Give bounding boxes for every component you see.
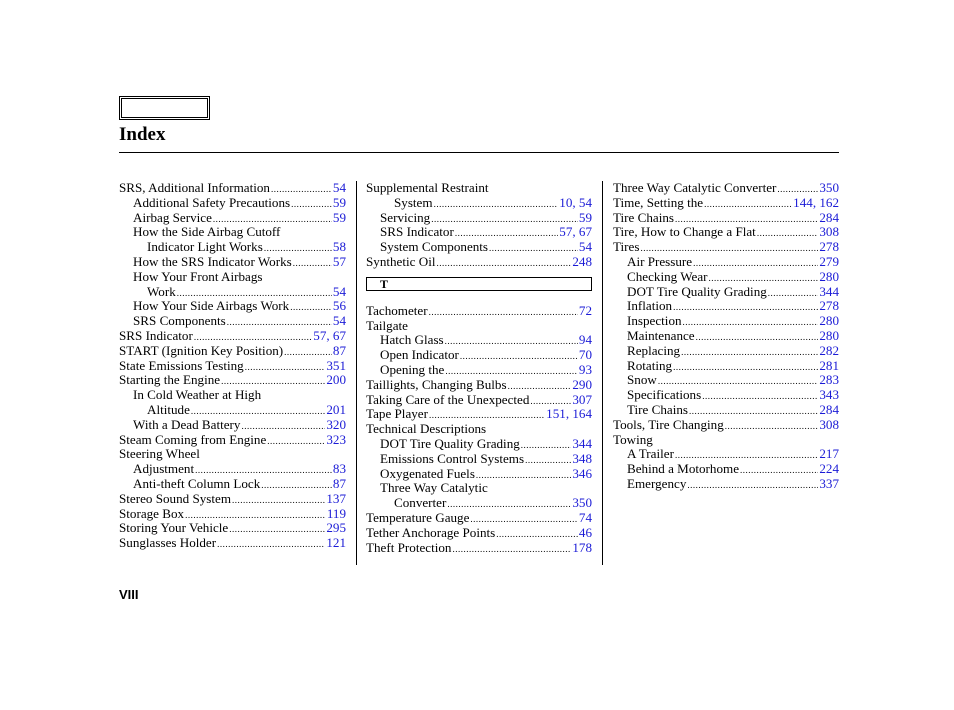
index-entry[interactable] (613, 344, 839, 359)
index-entry[interactable] (613, 329, 839, 344)
header-divider (119, 152, 839, 153)
index-entry[interactable] (119, 285, 346, 300)
index-entry[interactable] (613, 314, 839, 329)
dot-leader (445, 334, 578, 349)
index-entry[interactable] (119, 492, 346, 507)
index-entry[interactable] (366, 255, 592, 270)
dot-leader (768, 286, 819, 301)
index-entry[interactable] (366, 496, 592, 511)
index-entry[interactable] (366, 348, 592, 363)
index-entry[interactable] (613, 255, 839, 270)
index-entry[interactable] (366, 196, 592, 211)
index-entry[interactable] (366, 378, 592, 393)
index-entry[interactable] (366, 437, 592, 452)
dot-leader (525, 453, 571, 468)
index-entry[interactable] (366, 240, 592, 255)
index-entry[interactable] (366, 225, 592, 240)
index-entry-label: How the Side Airbag Cutoff (133, 224, 281, 240)
index-entry[interactable] (366, 452, 592, 467)
page-reference-link[interactable]: 94 (578, 332, 592, 348)
dot-leader (673, 360, 818, 375)
index-entry-label: Work (147, 283, 176, 299)
index-entry-label: DOT Tire Quality Grading (380, 435, 520, 451)
index-entry-label: Synthetic Oil (366, 253, 436, 269)
dot-leader (496, 527, 578, 542)
page-number: VIII (119, 587, 139, 602)
page-reference-link[interactable]: 151, 164 (546, 406, 592, 422)
index-entry-label: Tachometer (366, 302, 428, 318)
page-reference-link[interactable]: 83 (332, 461, 346, 477)
dot-leader (293, 256, 332, 271)
index-entry-label: Stereo Sound System (119, 490, 232, 506)
index-entry[interactable] (613, 240, 839, 255)
page-reference-link[interactable]: 351 (326, 357, 346, 373)
dot-leader (476, 468, 571, 483)
index-entry[interactable] (119, 255, 346, 270)
index-entry-label: A Trailer (627, 446, 674, 462)
page-reference-link[interactable]: 54 (332, 313, 346, 329)
page-reference-link[interactable]: 10, 54 (559, 194, 592, 210)
index-entry-label: Anti-theft Column Lock (133, 475, 261, 491)
index-entry[interactable] (366, 541, 592, 556)
index-entry[interactable] (366, 393, 592, 408)
index-entry-label: State Emissions Testing (119, 357, 244, 373)
index-entry-label: System Components (380, 239, 489, 255)
index-column-2 (366, 181, 592, 555)
index-entry[interactable] (613, 225, 839, 240)
dot-leader (245, 360, 326, 375)
dot-leader (261, 478, 332, 493)
index-entry-label: Steering Wheel (119, 446, 200, 462)
index-entry[interactable] (119, 299, 346, 314)
index-entry-label: Replacing (627, 342, 681, 358)
index-entry[interactable] (119, 329, 346, 344)
index-entry[interactable] (613, 211, 839, 226)
index-entry-label: Specifications (627, 387, 702, 403)
page-reference-link[interactable]: 59 (578, 209, 592, 225)
index-entry-label: Tire Chains (613, 209, 674, 225)
dot-leader (232, 493, 325, 508)
index-entry (119, 447, 346, 462)
page-reference-link[interactable]: 57 (332, 253, 346, 269)
page-reference-link[interactable]: 348 (572, 450, 592, 466)
index-entry[interactable] (119, 196, 346, 211)
page-reference-link[interactable]: 283 (819, 372, 839, 388)
page-reference-link[interactable]: 87 (332, 475, 346, 491)
index-entry-label: SRS Components (133, 313, 226, 329)
index-entry[interactable] (613, 196, 839, 211)
dot-leader (229, 522, 325, 537)
index-entry-label: Indicator Light Works (147, 239, 263, 255)
index-entry-label: Technical Descriptions (366, 421, 487, 437)
page-reference-link[interactable]: 346 (572, 465, 592, 481)
page-reference-link[interactable]: 201 (326, 401, 346, 417)
index-entry (119, 270, 346, 285)
page-reference-link[interactable]: 57, 67 (313, 327, 346, 343)
dot-leader (687, 478, 818, 493)
dot-leader (452, 542, 571, 557)
index-entry[interactable] (366, 467, 592, 482)
index-entry-label: Open Indicator (380, 347, 459, 363)
index-entry[interactable] (613, 270, 839, 285)
index-column-3 (613, 181, 839, 492)
index-entry[interactable] (119, 403, 346, 418)
page-reference-link[interactable]: 72 (578, 302, 592, 318)
index-entry[interactable] (119, 314, 346, 329)
index-entry-label: Steam Coming from Engine (119, 431, 267, 447)
page-reference-link[interactable]: 54 (332, 180, 346, 195)
dot-leader (681, 345, 818, 360)
column-divider-2 (602, 181, 603, 565)
index-entry-label: Tire, How to Change a Flat (613, 224, 756, 240)
dot-leader (696, 330, 819, 345)
index-entry-label: Maintenance (627, 327, 695, 343)
index-entry-label: Checking Wear (627, 268, 708, 284)
index-entry-label: Opening the (380, 361, 445, 377)
page-reference-link[interactable]: 344 (819, 283, 839, 299)
index-entry-label: Inspection (627, 313, 682, 329)
page-reference-link[interactable]: 93 (578, 361, 592, 377)
page-reference-link[interactable]: 87 (332, 342, 346, 358)
dot-leader (217, 537, 325, 552)
page-title: Index (119, 124, 166, 145)
page-reference-link[interactable]: 279 (819, 253, 839, 269)
index-entry-label: Behind a Motorhome (627, 461, 740, 477)
index-entry-label: How the SRS Indicator Works (133, 253, 292, 269)
index-group-t (366, 304, 592, 556)
index-entry (366, 481, 592, 496)
index-entry-label: Airbag Service (133, 209, 212, 225)
index-entry-label: In Cold Weather at High (133, 387, 262, 403)
index-entry-label: SRS Indicator (119, 327, 193, 343)
page-reference-link[interactable]: 350 (572, 495, 592, 511)
dot-leader (267, 434, 325, 449)
index-entry[interactable] (366, 511, 592, 526)
index-entry[interactable] (119, 433, 346, 448)
index-tab-box (119, 96, 210, 120)
index-entry[interactable] (119, 344, 346, 359)
page-reference-link[interactable]: 284 (819, 401, 839, 417)
column-divider-1 (356, 181, 357, 565)
index-entry-label: Tailgate (366, 317, 408, 333)
index-entry-label: Tires (613, 239, 640, 255)
page-reference-link[interactable]: 295 (326, 520, 346, 536)
dot-leader (284, 345, 332, 360)
dot-leader (702, 389, 818, 404)
page-reference-link[interactable]: 284 (819, 209, 839, 225)
index-entry[interactable] (366, 363, 592, 378)
index-entry-label: Tape Player (366, 406, 428, 422)
index-entry[interactable] (366, 211, 592, 226)
index-entry-label: Altitude (147, 401, 190, 417)
index-entry-label: START (Ignition Key Position) (119, 342, 284, 358)
index-entry[interactable] (366, 407, 592, 422)
index-entry[interactable] (613, 403, 839, 418)
page-reference-link[interactable]: 59 (332, 209, 346, 225)
page-reference-link[interactable]: 121 (326, 535, 346, 551)
index-entry (366, 319, 592, 334)
dot-leader (683, 315, 819, 330)
index-entry[interactable] (613, 181, 839, 196)
index-entry (366, 422, 592, 437)
index-entry-label: Converter (394, 495, 447, 511)
index-entry[interactable] (366, 526, 592, 541)
index-entry-label: Towing (613, 431, 653, 447)
page-reference-link[interactable]: 57, 67 (559, 224, 592, 240)
page-reference-link[interactable]: 200 (326, 372, 346, 388)
index-entry-label: Emissions Control Systems (380, 450, 525, 466)
page-reference-link[interactable]: 217 (819, 446, 839, 462)
dot-leader (740, 463, 818, 478)
page-reference-link[interactable]: 248 (572, 253, 592, 269)
page-reference-link[interactable]: 337 (819, 475, 839, 491)
index-entry[interactable] (366, 333, 592, 348)
index-entry-label: Storage Box (119, 505, 185, 521)
page-reference-link[interactable]: 137 (326, 490, 346, 506)
index-entry[interactable] (119, 373, 346, 388)
dot-leader (434, 197, 559, 212)
dot-leader (725, 419, 819, 434)
index-entry[interactable] (366, 304, 592, 319)
index-entry-label: Air Pressure (627, 253, 693, 269)
index-entry-label: Adjustment (133, 461, 195, 477)
index-entry-label: Three Way Catalytic (380, 480, 488, 496)
index-entry-label: Supplemental Restraint (366, 180, 489, 195)
page-reference-link[interactable]: 224 (819, 461, 839, 477)
index-entry-label: Storing Your Vehicle (119, 520, 229, 536)
index-entry[interactable] (613, 388, 839, 403)
index-entry-label: Rotating (627, 357, 673, 373)
index-entry[interactable] (119, 536, 346, 551)
index-entry-label: Oxygenated Fuels (380, 465, 475, 481)
dot-leader (693, 256, 818, 271)
page-reference-link[interactable]: 59 (332, 194, 346, 210)
index-entry-label: Snow (627, 372, 657, 388)
index-entry-label: DOT Tire Quality Grading (627, 283, 767, 299)
index-entry-label: Additional Safety Precautions (133, 194, 291, 210)
dot-leader (291, 197, 332, 212)
page-reference-link[interactable]: 280 (819, 268, 839, 284)
page-reference-link[interactable]: 54 (578, 239, 592, 255)
section-letter-t: T (366, 277, 592, 291)
index-entry-label: With a Dead Battery (133, 416, 241, 432)
page-reference-link[interactable]: 343 (819, 387, 839, 403)
index-entry[interactable] (613, 447, 839, 462)
index-entry-label: Tether Anchorage Points (366, 524, 496, 540)
page-reference-link[interactable]: 46 (578, 524, 592, 540)
page-reference-link[interactable]: 58 (332, 239, 346, 255)
index-entry-label: Temperature Gauge (366, 509, 470, 525)
index-entry-label: Time, Setting the (613, 194, 704, 210)
page-reference-link[interactable]: 56 (332, 298, 346, 314)
index-entry[interactable] (613, 477, 839, 492)
index-entry (613, 433, 839, 448)
page-reference-link[interactable]: 323 (326, 431, 346, 447)
index-entry-label: Taillights, Changing Bulbs (366, 376, 507, 392)
page-reference-link[interactable]: 119 (326, 505, 346, 521)
dot-leader (436, 256, 571, 271)
page-reference-link[interactable]: 144, 162 (793, 194, 839, 210)
index-entry[interactable] (119, 462, 346, 477)
dot-leader (673, 300, 818, 315)
dot-leader (521, 438, 572, 453)
index-entry-label: How Your Side Airbags Work (133, 298, 290, 314)
index-entry[interactable] (613, 418, 839, 433)
index-entry-label: Sunglasses Holder (119, 535, 217, 551)
page-reference-link[interactable]: 74 (578, 509, 592, 525)
index-column-1 (119, 181, 346, 551)
index-entry[interactable] (119, 211, 346, 226)
index-entry[interactable] (613, 462, 839, 477)
index-entry-label: Three Way Catalytic Converter (613, 180, 777, 195)
dot-leader (757, 226, 819, 241)
page-reference-link[interactable]: 281 (819, 357, 839, 373)
index-entry[interactable] (119, 507, 346, 522)
page-reference-link[interactable]: 308 (819, 416, 839, 432)
dot-leader (704, 197, 792, 212)
page-reference-link[interactable]: 350 (819, 180, 839, 195)
page-reference-link[interactable]: 290 (572, 376, 592, 392)
index-entry[interactable] (119, 418, 346, 433)
index-entry[interactable] (119, 240, 346, 255)
index-entry-label: Starting the Engine (119, 372, 221, 388)
index-entry (366, 181, 592, 196)
index-entry-label: Tools, Tire Changing (613, 416, 724, 432)
page-reference-link[interactable]: 307 (572, 391, 592, 407)
index-entry-label: Inflation (627, 298, 673, 314)
dot-leader (460, 349, 578, 364)
index-entry (119, 225, 346, 240)
index-entry-label: Tire Chains (627, 401, 688, 417)
index-entry[interactable] (613, 359, 839, 374)
page-reference-link[interactable]: 278 (819, 298, 839, 314)
index-entry-label: Emergency (627, 475, 687, 491)
dot-leader (290, 300, 332, 315)
index-entry[interactable] (613, 285, 839, 300)
page-reference-link[interactable]: 278 (819, 239, 839, 255)
index-entry[interactable] (119, 521, 346, 536)
dot-leader (489, 241, 578, 256)
index-entry[interactable] (119, 181, 346, 196)
index-entry-label: Theft Protection (366, 539, 452, 555)
index-entry[interactable] (119, 359, 346, 374)
index-entry[interactable] (613, 373, 839, 388)
page-reference-link[interactable]: 70 (578, 347, 592, 363)
page-reference-link[interactable]: 280 (819, 327, 839, 343)
page-reference-link[interactable]: 280 (819, 313, 839, 329)
page-reference-link[interactable]: 344 (572, 435, 592, 451)
index-entry-label: Servicing (380, 209, 431, 225)
index-entry-label: Hatch Glass (380, 332, 444, 348)
index-entry-label: SRS, Additional Information (119, 180, 270, 195)
page-reference-link[interactable]: 178 (572, 539, 592, 555)
index-entry[interactable] (613, 299, 839, 314)
index-entry-label: System (394, 194, 433, 210)
index-entry-label: SRS Indicator (380, 224, 454, 240)
index-entry-label: Taking Care of the Unexpected (366, 391, 530, 407)
page-reference-link[interactable]: 282 (819, 342, 839, 358)
page-reference-link[interactable]: 308 (819, 224, 839, 240)
page-reference-link[interactable]: 320 (326, 416, 346, 432)
index-group-s (366, 181, 592, 270)
index-entry-label: How Your Front Airbags (133, 268, 263, 284)
dot-leader (429, 305, 578, 320)
index-entry (119, 388, 346, 403)
page-reference-link[interactable]: 54 (332, 283, 346, 299)
index-entry[interactable] (119, 477, 346, 492)
